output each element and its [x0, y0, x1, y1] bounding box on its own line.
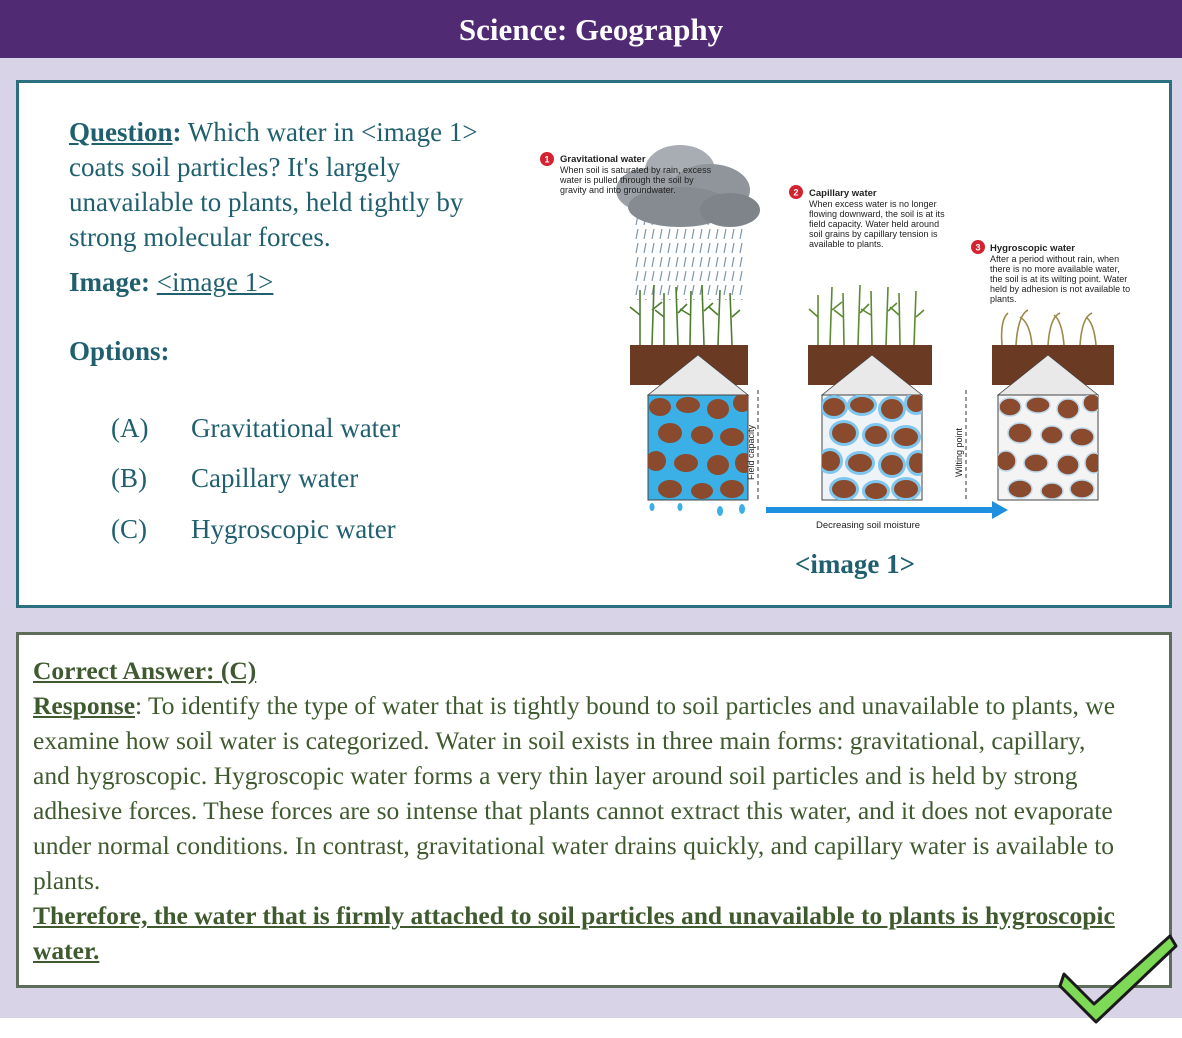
option-text: Gravitational water [191, 413, 401, 443]
conclusion: Therefore, the water that is firmly attached to soil particles and unavailable to plants is hygroscopic water. [33, 901, 1115, 965]
option-b [111, 463, 358, 494]
figure-caption: <image 1> [795, 549, 915, 579]
panel-label-3 [971, 240, 1130, 304]
svg-text:When excess water is no longer: When excess water is no longer [809, 199, 937, 209]
svg-text:field capacity. Water held aro: field capacity. Water held around [809, 219, 940, 229]
panel-label-2 [789, 185, 945, 249]
response-paragraph [33, 688, 1127, 898]
soil-closeup-2 [817, 391, 930, 502]
svg-text:plants.: plants. [990, 294, 1017, 304]
svg-text:Hygroscopic water: Hygroscopic water [990, 243, 1075, 254]
svg-text:available to plants.: available to plants. [809, 239, 884, 249]
svg-text:2: 2 [793, 187, 799, 198]
field-capacity-label: Field capacity [746, 424, 756, 480]
answer-card [16, 632, 1172, 988]
question-label: Question [69, 117, 173, 147]
answer-text [33, 653, 1127, 968]
page-title: Science: Geography [0, 0, 1182, 58]
svg-text:1: 1 [544, 154, 550, 165]
question-colon: : [172, 117, 182, 147]
option-key: (B) [111, 463, 147, 493]
svg-text:3: 3 [975, 242, 981, 253]
plants-healthy-2 [809, 285, 924, 345]
svg-text:there is no more available wat: there is no more available water, [990, 264, 1120, 274]
question-body: Which water in <image 1> coats soil particles? It's largely unavailable to plants, held tightly by strong molecular forces. [69, 117, 478, 252]
option-text: Capillary water [191, 463, 359, 493]
wilting-point-label: Wilting point [954, 427, 964, 477]
svg-text:When soil is saturated by rain: When soil is saturated by rain, excess [560, 165, 712, 175]
correct-answer-label: Correct Answer: (C) [33, 656, 257, 685]
soil-closeup-3 [996, 394, 1103, 500]
option-key: (A) [111, 413, 149, 443]
response-body: : To identify the type of water that is tightly bound to soil particles and unavailable to plants, we examine how soil water is categorized. Water in soil exists in three main forms: gravitational, capillary, and hygroscopic. Hygroscopic water forms a very thin layer around soil particles and is held by strong adhesive forces. These forces are so intense that plants cannot extract this water, and it does not evaporate under normal conditions. In contrast, gravitational water drains quickly, and capillary water is available to plants. [33, 691, 1116, 895]
option-text: Hygroscopic water [191, 514, 396, 544]
svg-text:soil grains by capillary tensi: soil grains by capillary tension is [809, 229, 938, 239]
soil-closeup-1 [646, 394, 753, 516]
image-label: Image: [69, 267, 150, 297]
svg-text:water is pulled through the so: water is pulled through the soil by [560, 175, 694, 185]
option-c [111, 514, 396, 545]
svg-text:flowing downward, the soil is: flowing downward, the soil is at its [809, 209, 945, 219]
checkmark-icon [1058, 930, 1182, 1026]
response-label: Response [33, 691, 136, 720]
svg-text:Capillary water: Capillary water [809, 188, 877, 199]
svg-text:After a period without rain, w: After a period without rain, when [990, 254, 1120, 264]
options-label: Options: [69, 336, 170, 366]
plants-wilted-3 [1002, 310, 1096, 345]
svg-text:held by adhesion is not availa: held by adhesion is not available to [990, 284, 1131, 294]
option-a [111, 413, 400, 444]
arrow-label: Decreasing soil moisture [816, 520, 921, 530]
arrow-right-icon [766, 501, 1008, 519]
image-line [69, 267, 273, 298]
svg-text:Gravitational water: Gravitational water [560, 154, 646, 165]
image-ref-link[interactable]: <image 1> [156, 267, 274, 297]
option-key: (C) [111, 514, 147, 544]
svg-text:gravity and into groundwater.: gravity and into groundwater. [560, 185, 676, 195]
question-text [69, 115, 499, 255]
soil-water-figure [530, 145, 1160, 530]
svg-text:the soil is at its wilting poi: the soil is at its wilting point. Water [990, 274, 1128, 284]
